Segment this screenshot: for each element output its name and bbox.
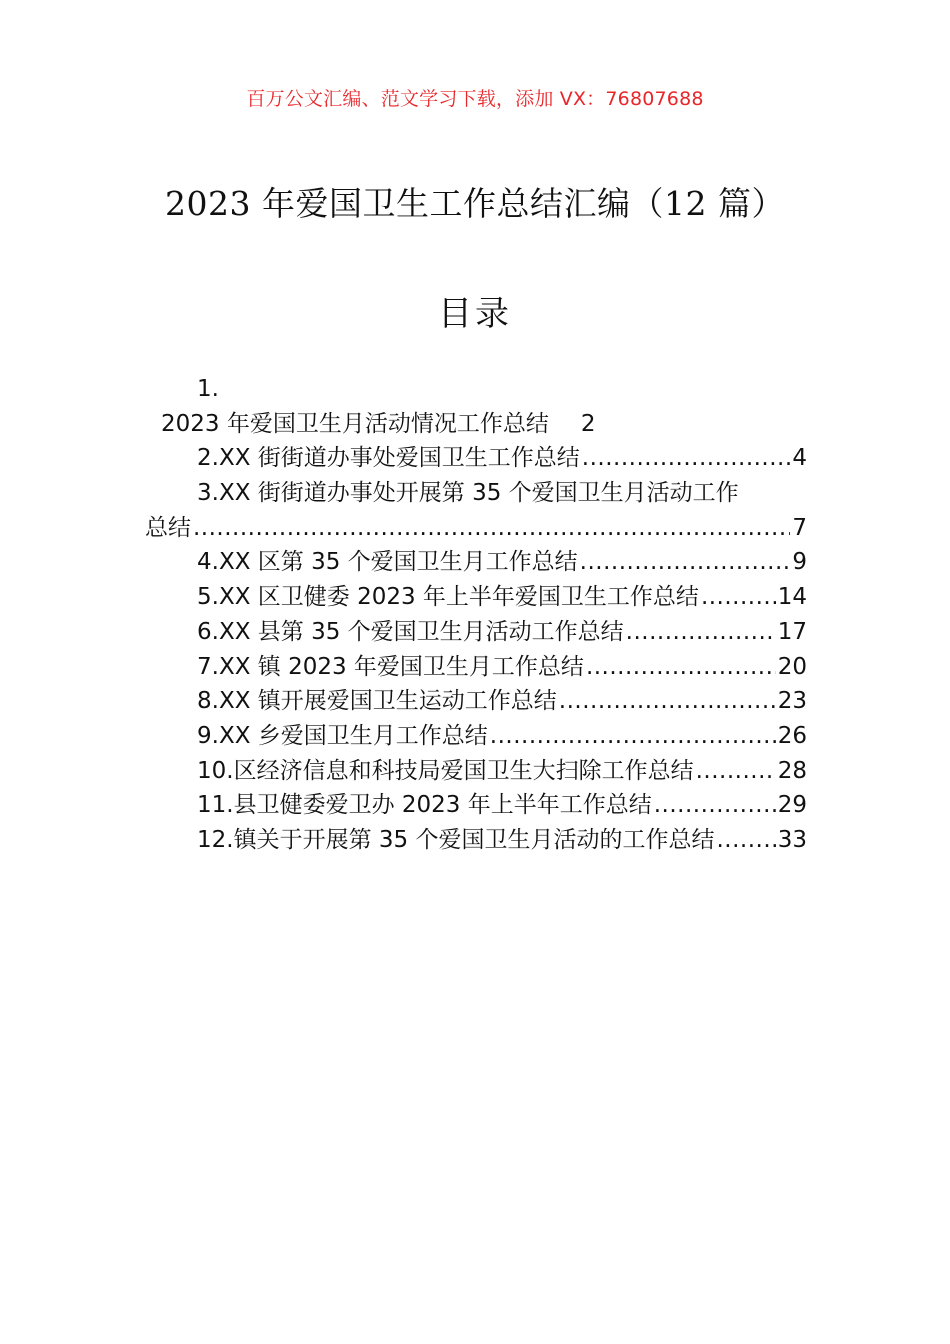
toc-entry-7[interactable] bbox=[145, 650, 807, 685]
toc-entry-page: 4 bbox=[792, 445, 807, 472]
toc-entry-3-line1[interactable] bbox=[145, 476, 807, 511]
toc-heading: 目录 bbox=[438, 294, 512, 334]
toc-entry-5[interactable] bbox=[145, 580, 807, 615]
toc-entry-page: 26 bbox=[777, 722, 807, 749]
document-title: 2023 年爱国卫生工作总结汇编（12 篇） bbox=[165, 184, 785, 223]
toc-entry-text: 3.XX 街街道办事处开展第 35 个爱国卫生月活动工作 bbox=[197, 480, 739, 507]
toc-entry-text: 6.XX 县第 35 个爱国卫生月活动工作总结 bbox=[197, 618, 624, 645]
toc-entry-2[interactable] bbox=[145, 441, 807, 476]
toc-entry-page: 20 bbox=[777, 653, 807, 680]
toc-entry-page: 17 bbox=[777, 618, 807, 645]
toc-leader-dots bbox=[559, 684, 776, 719]
toc-entry-text: 5.XX 区卫健委 2023 年上半年爱国卫生工作总结 bbox=[197, 584, 699, 611]
toc-entry-1[interactable] bbox=[145, 407, 807, 442]
toc-entry-text: 12.镇关于开展第 35 个爱国卫生月活动的工作总结 bbox=[197, 826, 715, 853]
toc-leader-dots bbox=[490, 719, 776, 754]
toc-entry-text: 总结 bbox=[145, 514, 191, 541]
toc-entry-page: 9 bbox=[792, 549, 807, 576]
toc-entry-text: 9.XX 乡爱国卫生月工作总结 bbox=[197, 722, 488, 749]
toc-entry-4[interactable] bbox=[145, 545, 807, 580]
table-of-contents bbox=[145, 372, 807, 858]
toc-entry-page: 2 bbox=[580, 410, 596, 437]
toc-entry-text: 2023 年爱国卫生月活动情况工作总结 bbox=[161, 410, 549, 437]
toc-leader-dots bbox=[696, 754, 776, 789]
toc-entry-10[interactable] bbox=[145, 754, 807, 789]
toc-leader-dots bbox=[701, 580, 776, 615]
toc-leader-dots bbox=[580, 545, 791, 580]
toc-entry-1-number[interactable] bbox=[145, 372, 807, 407]
toc-entry-text: 7.XX 镇 2023 年爱国卫生月工作总结 bbox=[197, 653, 584, 680]
toc-entry-9[interactable] bbox=[145, 719, 807, 754]
toc-leader-dots bbox=[716, 823, 775, 858]
toc-leader-dots bbox=[626, 615, 776, 650]
toc-entry-text: 2.XX 街街道办事处爱国卫生工作总结 bbox=[197, 445, 580, 472]
toc-entry-text: 4.XX 区第 35 个爱国卫生月工作总结 bbox=[197, 549, 578, 576]
toc-entry-page: 29 bbox=[777, 792, 807, 819]
toc-entry-page: 23 bbox=[777, 688, 807, 715]
toc-leader-dots bbox=[193, 511, 790, 546]
toc-entry-11[interactable] bbox=[145, 788, 807, 823]
toc-entry-3-line2[interactable] bbox=[145, 511, 807, 546]
toc-entry-page: 33 bbox=[777, 826, 807, 853]
toc-leader-dots bbox=[582, 441, 791, 476]
toc-leader-dots bbox=[586, 650, 776, 685]
toc-entry-page: 14 bbox=[777, 584, 807, 611]
toc-entry-6[interactable] bbox=[145, 615, 807, 650]
toc-entry-page: 28 bbox=[777, 757, 807, 784]
toc-entry-page: 7 bbox=[792, 514, 807, 541]
toc-entry-12[interactable] bbox=[145, 823, 807, 858]
toc-leader-dots bbox=[654, 788, 776, 823]
toc-entry-8[interactable] bbox=[145, 684, 807, 719]
toc-entry-text: 10.区经济信息和科技局爱国卫生大扫除工作总结 bbox=[197, 757, 694, 784]
toc-entry-text: 8.XX 镇开展爱国卫生运动工作总结 bbox=[197, 688, 557, 715]
toc-entry-text: 11.县卫健委爱卫办 2023 年上半年工作总结 bbox=[197, 792, 652, 819]
toc-entry-number: 1. bbox=[197, 376, 219, 402]
download-notice: 百万公文汇编、范文学习下载，添加 VX：76807688 bbox=[246, 88, 704, 110]
